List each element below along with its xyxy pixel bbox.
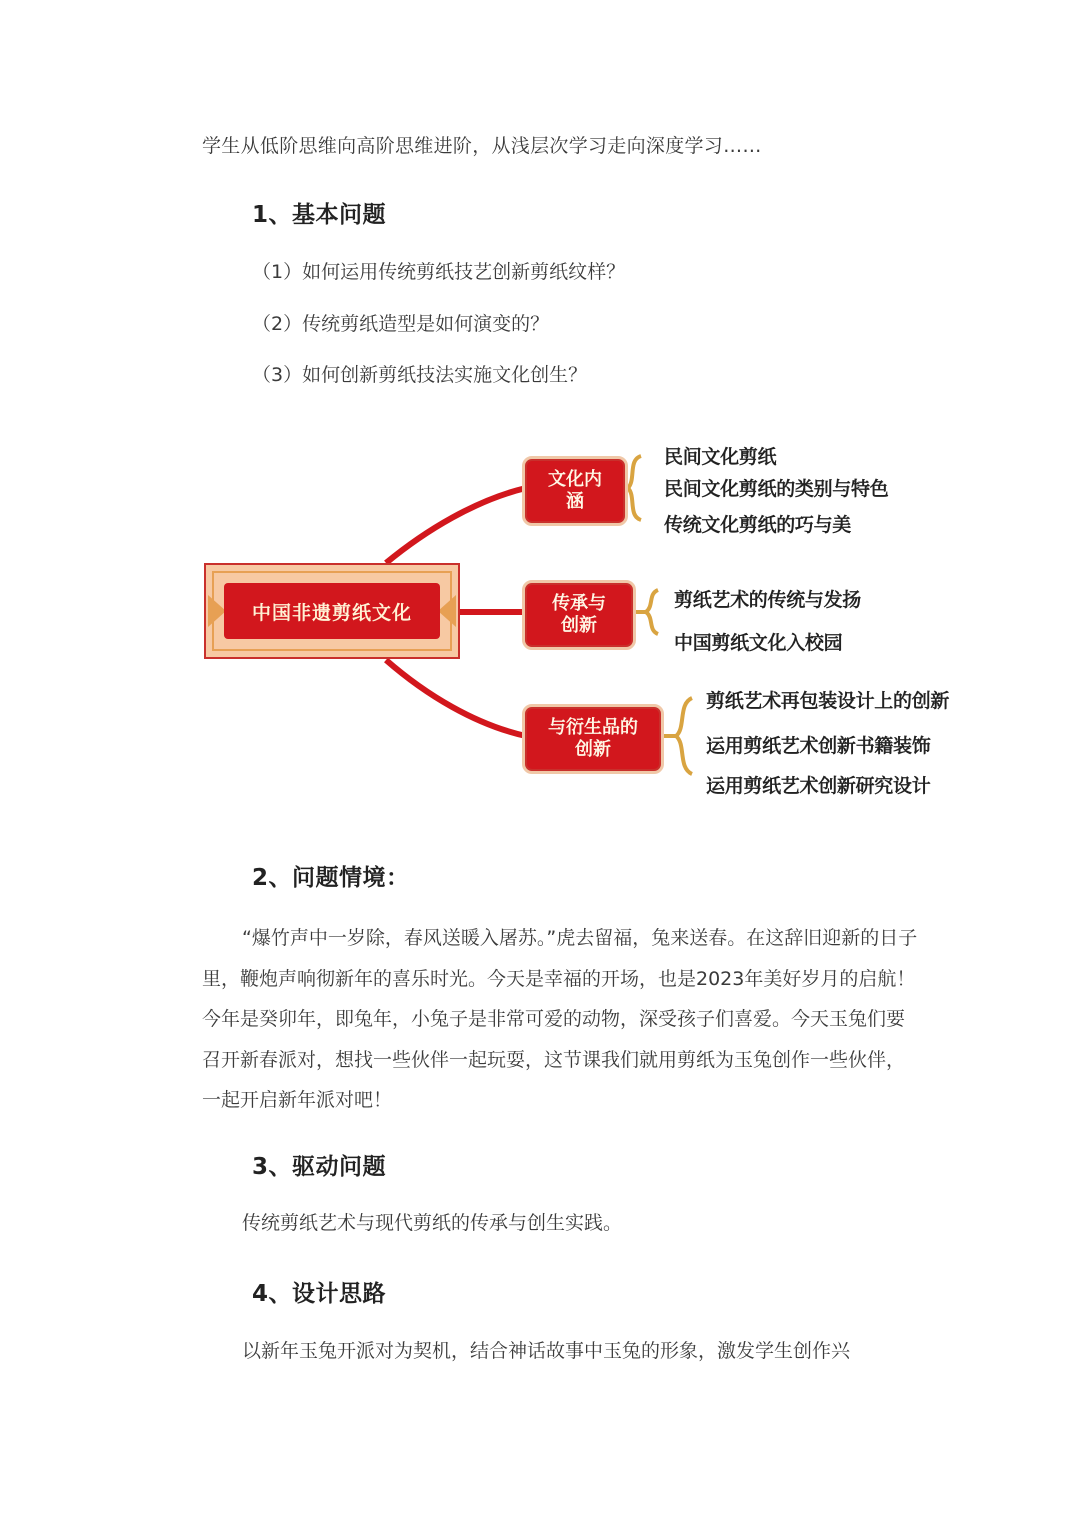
leaf-derivative-1: 剪纸艺术再包装设计上的创新 bbox=[706, 690, 950, 712]
branch-label-derivative-line2: 创新 bbox=[575, 739, 611, 760]
design-idea-text: 以新年玉兔开派对为契机，结合神话故事中玉兔的形象，激发学生创作兴 bbox=[242, 1340, 851, 1362]
branch-label-derivative-line1: 与衍生品的 bbox=[548, 717, 638, 738]
branch-label-inherit bbox=[552, 593, 606, 637]
mindmap-root-node bbox=[204, 563, 460, 659]
leaf-culture-1: 民间文化剪纸 bbox=[664, 446, 777, 468]
question-1: （1）如何运用传统剪纸技艺创新剪纸纹样？ bbox=[252, 261, 626, 283]
question-3: （3）如何创新剪纸技法实施文化创生？ bbox=[252, 364, 588, 386]
root-inner bbox=[224, 583, 440, 639]
leaf-inherit-1: 剪纸艺术的传统与发扬 bbox=[674, 589, 862, 611]
branch-node-derivative bbox=[522, 704, 664, 774]
question-2: （2）传统剪纸造型是如何演变的？ bbox=[252, 313, 550, 335]
branch-node-inherit bbox=[522, 580, 636, 650]
branch-label-derivative bbox=[548, 717, 638, 761]
branch-label-culture-line1: 文化内 bbox=[548, 469, 602, 490]
driving-question-text: 传统剪纸艺术与现代剪纸的传承与创生实践。 bbox=[242, 1212, 623, 1234]
branch-label-culture-line2: 涵 bbox=[566, 491, 584, 512]
branch-node-culture bbox=[522, 456, 628, 526]
bracket-derivative bbox=[660, 698, 692, 774]
heading-problem-scenario: 2、问题情境： bbox=[252, 865, 410, 891]
branch-label-inherit-line1: 传承与 bbox=[552, 593, 606, 614]
link-to-culture bbox=[386, 488, 526, 563]
link-to-derivative bbox=[386, 660, 526, 736]
mindmap-diagram bbox=[196, 420, 966, 820]
root-label: 中国非遗剪纸文化 bbox=[251, 601, 412, 624]
branch-label-culture bbox=[548, 469, 602, 513]
leaf-derivative-2: 运用剪纸艺术创新书籍装饰 bbox=[706, 735, 931, 757]
leaf-derivative-3: 运用剪纸艺术创新研究设计 bbox=[706, 775, 931, 797]
leaf-culture-2: 民间文化剪纸的类别与特色 bbox=[664, 478, 889, 500]
heading-basic-questions: 1、基本问题 bbox=[252, 202, 387, 228]
scenario-paragraph bbox=[202, 918, 922, 1121]
scenario-text: “爆竹声中一岁除，春风送暖入屠苏。”虎去留福，兔来送春。在这辞旧迎新的日子里，鞭炮声响彻新年的喜乐时光。今天是幸福的开场，也是2023年美好岁月的启航！今年是癸卯年，即兔年，小兔子是非常可爱的动物，深受孩子们喜爱。今天玉兔们要召开新春派对，想找一些伙伴一起玩耍，这节课我们就用剪纸为玉兔创作一些伙伴，一起开启新年派对吧！ bbox=[202, 927, 918, 1111]
branch-label-inherit-line2: 创新 bbox=[561, 615, 597, 636]
heading-driving-question: 3、驱动问题 bbox=[252, 1154, 387, 1180]
intro-text: 学生从低阶思维向高阶思维进阶，从浅层次学习走向深度学习…… bbox=[202, 135, 762, 157]
heading-design-idea: 4、设计思路 bbox=[252, 1281, 387, 1307]
leaf-culture-3: 传统文化剪纸的巧与美 bbox=[664, 514, 852, 536]
leaf-inherit-2: 中国剪纸文化入校园 bbox=[674, 632, 843, 654]
